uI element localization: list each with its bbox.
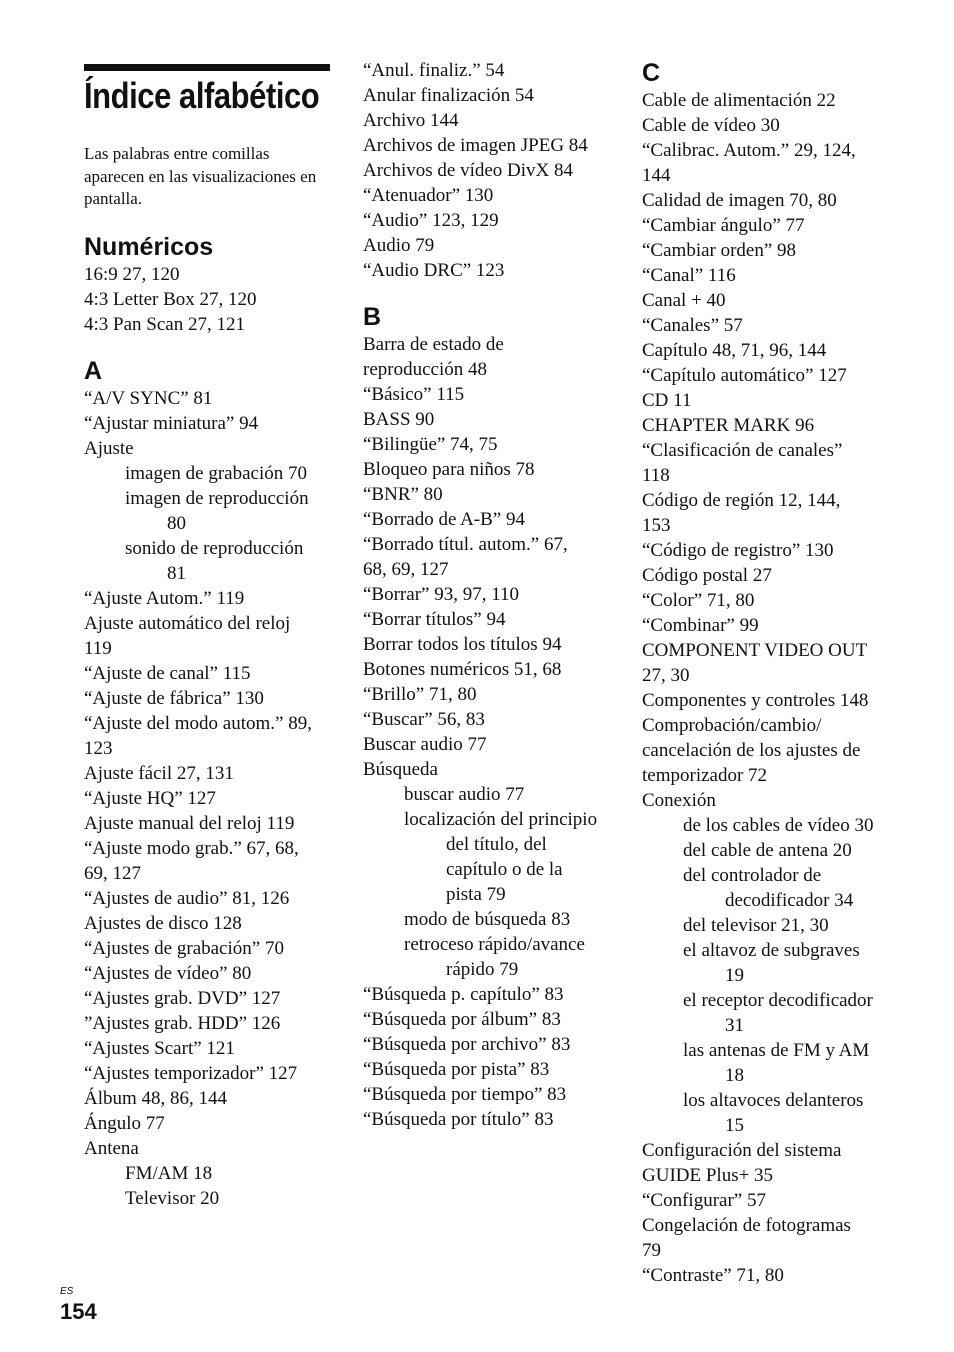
index-column-3 [642,58,904,1288]
index-entry: Audio 79 [363,235,435,256]
index-entry-continuation: GUIDE Plus+ 35 [642,1165,774,1186]
index-entry: “Básico” 115 [363,384,465,405]
index-entry: Ajuste automático del reloj [84,613,291,634]
index-entry: “Ajustes de audio” 81, 126 [84,888,290,909]
index-subentry: retroceso rápido/avance [404,934,585,955]
index-subentry: del controlador de [683,865,822,886]
index-entry: “Búsqueda por tiempo” 83 [363,1084,567,1105]
index-entry: “Canal” 116 [642,265,736,286]
index-entry: “Cambiar orden” 98 [642,240,797,261]
index-entry: “Código de registro” 130 [642,540,834,561]
index-entry: Congelación de fotogramas [642,1215,851,1236]
index-entry: Ajuste [84,438,134,459]
index-entry: Comprobación/cambio/ [642,715,822,736]
index-entry: Ajustes de disco 128 [84,913,242,934]
index-subentry-continuation: decodificador 34 [725,890,854,911]
index-entry-continuation: 27, 30 [642,665,690,686]
index-subentry-continuation: 19 [725,965,744,986]
index-entry: 4:3 Letter Box 27, 120 [84,289,257,310]
index-entry: “Ajustes de grabación” 70 [84,938,284,959]
index-subentry: el altavoz de subgraves [683,940,860,961]
index-entry: Búsqueda [363,759,438,780]
index-subentry: de los cables de vídeo 30 [683,815,874,836]
index-subentry-continuation: capítulo o de la [446,859,563,880]
index-entry: “Audio” 123, 129 [363,210,499,231]
index-entry: Archivo 144 [363,110,459,131]
index-entry-continuation: 153 [642,515,671,536]
index-entry: Ajuste manual del reloj 119 [84,813,295,834]
index-entry: “Clasificación de canales” [642,440,843,461]
index-entry: “Audio DRC” 123 [363,260,505,281]
index-entry: “Ajuste modo grab.” 67, 68, [84,838,299,859]
index-entry: “A/V SYNC” 81 [84,388,213,409]
index-subentry: FM/AM 18 [125,1163,213,1184]
language-code: ES [60,1286,74,1297]
index-subentry-continuation: 15 [725,1115,744,1136]
index-entry: “Ajuste Autom.” 119 [84,588,245,609]
index-entry: Conexión [642,790,716,811]
index-entry: “Ajuste del modo autom.” 89, [84,713,312,734]
page-title: Índice alfabético [84,75,320,116]
index-entry-continuation: 119 [84,638,112,659]
index-subentry: imagen de reproducción [125,488,309,509]
index-entry: Bloqueo para niños 78 [363,459,535,480]
index-entry: CHAPTER MARK 96 [642,415,815,436]
index-entry: “Buscar” 56, 83 [363,709,485,730]
index-entry: “Borrado títul. autom.” 67, [363,534,568,555]
index-entry: “Combinar” 99 [642,615,759,636]
index-subentry: Televisor 20 [125,1188,220,1209]
index-entry: “Cambiar ángulo” 77 [642,215,805,236]
index-subentry-continuation: pista 79 [446,884,506,905]
index-entry: “Búsqueda por pista” 83 [363,1059,550,1080]
index-entry: “Ajuste de fábrica” 130 [84,688,264,709]
index-entry: “Bilingüe” 74, 75 [363,434,498,455]
index-entry: Anular finalización 54 [363,85,534,106]
index-entry: Componentes y controles 148 [642,690,869,711]
index-entry: “BNR” 80 [363,484,443,505]
index-entry: “Ajustar miniatura” 94 [84,413,259,434]
section-heading-c: C [642,59,661,87]
index-subentry: del cable de antena 20 [683,840,852,861]
section-heading-b: B [363,303,382,331]
index-entry: “Brillo” 71, 80 [363,684,477,705]
index-entry-continuation: cancelación de los ajustes de [642,740,861,761]
index-entry-continuation: 144 [642,165,671,186]
index-entry: ”Ajustes grab. HDD” 126 [84,1013,281,1034]
section-heading-a: A [84,357,103,385]
index-entry: “Anul. finaliz.” 54 [363,60,505,81]
index-subentry-continuation: 18 [725,1065,744,1086]
index-entry: “Configurar” 57 [642,1190,766,1211]
index-entry: Antena [84,1138,139,1159]
index-entry: “Calibrac. Autom.” 29, 124, [642,140,856,161]
index-entry: Canal + 40 [642,290,726,311]
index-entry: “Ajustes grab. DVD” 127 [84,988,281,1009]
index-subentry-continuation: 31 [725,1015,744,1036]
index-entry: “Canales” 57 [642,315,743,336]
index-entry: Archivos de imagen JPEG 84 [363,135,588,156]
index-entry: Ángulo 77 [84,1113,165,1134]
index-entry: Código de región 12, 144, [642,490,841,511]
index-entry: 16:9 27, 120 [84,264,180,285]
index-entry: Capítulo 48, 71, 96, 144 [642,340,827,361]
index-subentry: localización del principio [404,809,598,830]
index-entry: “Ajuste HQ” 127 [84,788,216,809]
index-entry: “Borrar” 93, 97, 110 [363,584,519,605]
index-entry: CD 11 [642,390,692,411]
index-entry: “Ajustes temporizador” 127 [84,1063,298,1084]
index-subentry: buscar audio 77 [404,784,525,805]
index-entry: Cable de alimentación 22 [642,90,836,111]
index-subentry: modo de búsqueda 83 [404,909,571,930]
index-subentry-continuation: del título, del [446,834,547,855]
index-entry: “Búsqueda por título” 83 [363,1109,554,1130]
index-entry: Álbum 48, 86, 144 [84,1088,228,1109]
index-entry: “Borrar títulos” 94 [363,609,506,630]
index-entry-continuation: 79 [642,1240,661,1261]
index-entry: “Ajustes de vídeo” 80 [84,963,252,984]
index-entry: “Ajustes Scart” 121 [84,1038,235,1059]
index-entry-continuation: 69, 127 [84,863,141,884]
index-entry-continuation: temporizador 72 [642,765,768,786]
index-column-2 [363,58,625,1132]
index-entry: “Búsqueda por archivo” 83 [363,1034,571,1055]
intro-note: Las palabras entre comillas aparecen en las visualizaciones en pantalla. [84,144,317,208]
index-entry: Cable de vídeo 30 [642,115,780,136]
index-subentry: los altavoces delanteros [683,1090,864,1111]
index-entry: Ajuste fácil 27, 131 [84,763,234,784]
title-rule [84,64,330,71]
index-entry: “Borrado de A-B” 94 [363,509,525,530]
index-entry: “Capítulo automático” 127 [642,365,847,386]
index-subentry: sonido de reproducción [125,538,304,559]
index-entry: BASS 90 [363,409,435,430]
index-entry: “Atenuador” 130 [363,185,494,206]
index-entry: “Búsqueda p. capítulo” 83 [363,984,564,1005]
index-entry: “Color” 71, 80 [642,590,755,611]
page-number: 154 [60,1299,97,1324]
index-subentry: del televisor 21, 30 [683,915,829,936]
index-entry: Botones numéricos 51, 68 [363,659,562,680]
index-column-1 [84,232,346,1211]
index-entry-continuation: 68, 69, 127 [363,559,449,580]
index-entry: “Contraste” 71, 80 [642,1265,784,1286]
index-subentry-continuation: 80 [167,513,186,534]
index-entry: Buscar audio 77 [363,734,487,755]
index-entry: “Ajuste de canal” 115 [84,663,251,684]
section-heading-numericos: Numéricos [84,233,214,261]
index-entry: Código postal 27 [642,565,772,586]
index-subentry-continuation: rápido 79 [446,959,519,980]
index-entry: “Búsqueda por álbum” 83 [363,1009,561,1030]
index-entry-continuation: 123 [84,738,113,759]
index-entry: Borrar todos los títulos 94 [363,634,562,655]
index-subentry-continuation: 81 [167,563,186,584]
index-entry: 4:3 Pan Scan 27, 121 [84,314,245,335]
index-subentry: las antenas de FM y AM [683,1040,870,1061]
index-subentry: el receptor decodificador [683,990,873,1011]
index-entry: Archivos de vídeo DivX 84 [363,160,574,181]
index-subentry: imagen de grabación 70 [125,463,308,484]
index-entry: Configuración del sistema [642,1140,842,1161]
index-entry: COMPONENT VIDEO OUT [642,640,868,661]
index-entry: Barra de estado de [363,334,504,355]
index-entry-continuation: 118 [642,465,670,486]
index-entry: Calidad de imagen 70, 80 [642,190,837,211]
index-entry-continuation: reproducción 48 [363,359,487,380]
